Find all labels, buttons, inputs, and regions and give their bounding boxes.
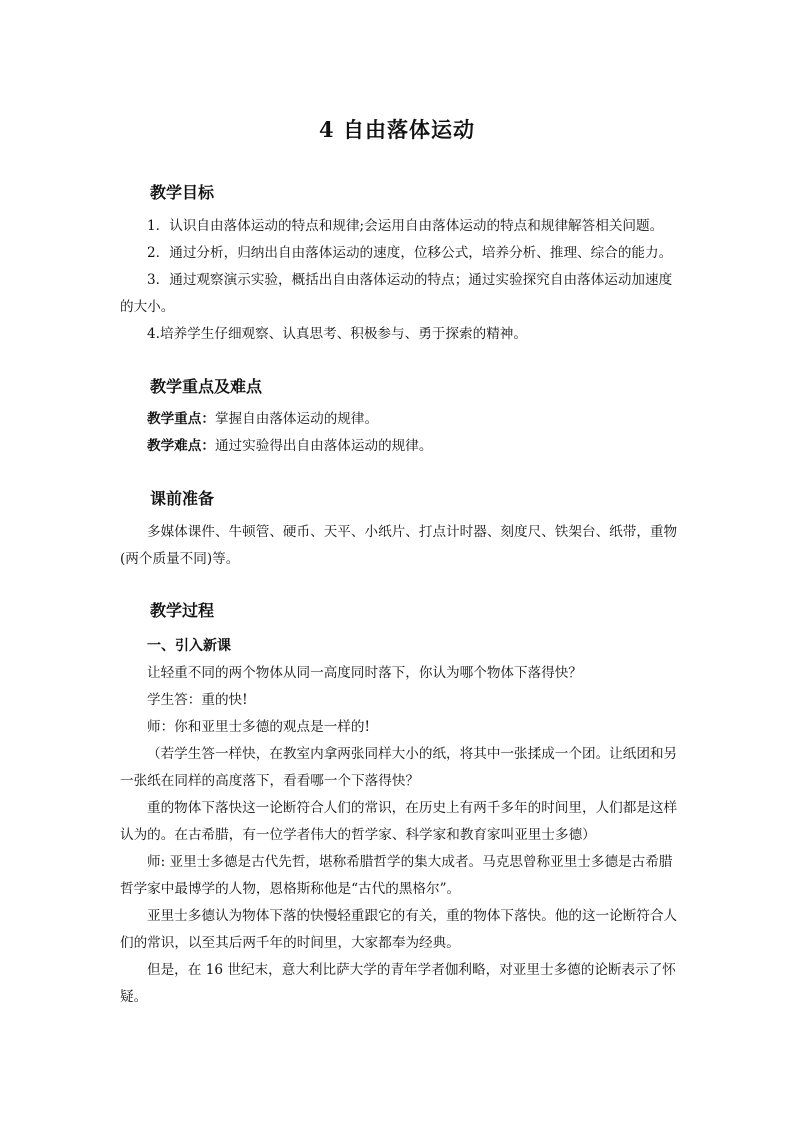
section-heading-key-points: 教学重点及难点 [150,377,263,396]
focus-label: 教学重点： [147,411,215,427]
process-paragraph-7: 亚里士多德认为物体下落的快慢轻重跟它的有关，重的物体下落快。他的这一论断符合人们的常识，以至其后两千年的时间里，大家都奉为经典。 [120,908,678,951]
objective-item-4: 4.培养学生仔细观察、认真思考、积极参与、勇于探索的精神。 [147,326,527,342]
process-paragraph-4: （若学生答一样快，在教室内拿两张同样大小的纸，将其中一张揉成一个团。让纸团和另一张纸在同样的高度落下，看看哪一个下落得快？ [120,746,678,789]
process-paragraph-3: 师：你和亚里士多德的观点是一样的! [147,719,370,735]
objective-item-1: 1．认识自由落体运动的特点和规律;会运用自由落体运动的特点和规律解答相关问题。 [147,218,664,234]
page-title: 4 自由落体运动 [319,117,475,142]
process-paragraph-5: 重的物体下落快这一论断符合人们的常识，在历史上有两千多年的时间里，人们都是这样认为的。在古希腊，有一位学者伟大的哲学家、科学家和教育家叫亚里士多德） [120,800,678,843]
objective-item-3: 3．通过观察演示实验，概括出自由落体运动的特点；通过实验探究自由落体运动加速度的大小。 [120,272,673,315]
key-point-difficulty [120,433,680,460]
focus-text: 掌握自由落体运动的规律。 [214,411,379,427]
process-paragraph-6: 师: 亚里士多德是古代先哲，堪称希腊哲学的集大成者。马克思曾称亚里士多德是古希腊哲学家中最博学的人物，恩格斯称他是“古代的黑格尔”。 [120,854,673,897]
section-heading-process: 教学过程 [150,601,215,620]
preparation-text: 多媒体课件、牛顿管、硬币、天平、小纸片、打点计时器、刻度尺、铁架台、纸带，重物(两个质量不同)等。 [120,524,678,567]
section-heading-objectives: 教学目标 [150,183,215,202]
process-paragraph-2: 学生答：重的快! [147,692,248,708]
process-paragraph-1: 让轻重不同的两个物体从同一高度同时落下，你认为哪个物体下落得快？ [147,665,582,681]
process-paragraph-8: 但是，在 16 世纪末，意大利比萨大学的青年学者伽利略，对亚里士多德的论断表示了怀疑。 [120,962,676,1005]
objective-item-2: 2．通过分析，归纳出自由落体运动的速度，位移公式，培养分析、推理、综合的能力。 [147,245,673,261]
section-heading-preparation: 课前准备 [150,489,215,508]
key-point-focus [120,406,680,433]
sub-heading-intro: 一、引入新课 [147,638,231,654]
difficulty-label: 教学难点： [147,438,215,454]
difficulty-text: 通过实验得出自由落体运动的规律。 [214,438,433,454]
